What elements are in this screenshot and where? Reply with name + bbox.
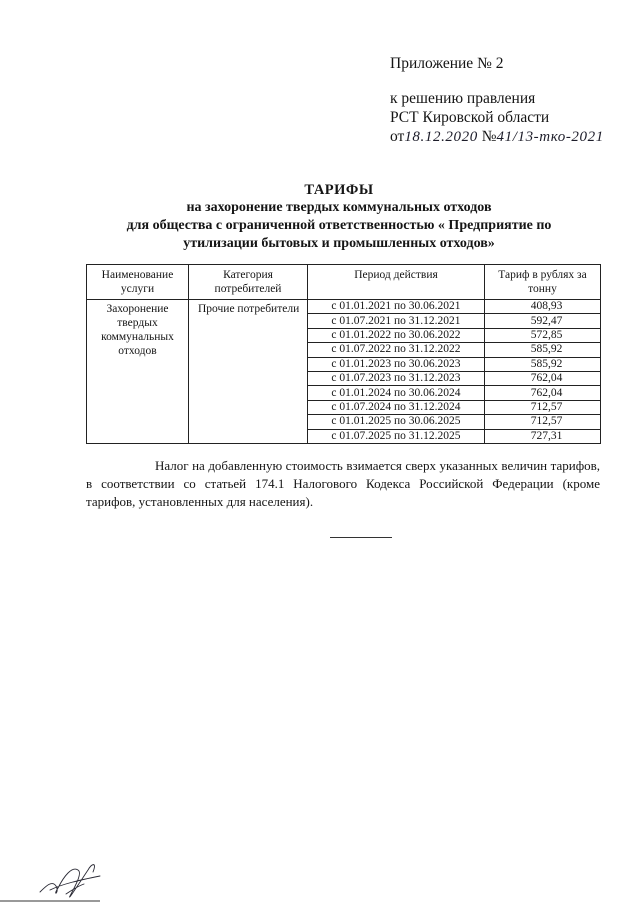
signature-image (0, 850, 120, 905)
tariff-table (86, 264, 601, 444)
title-main: ТАРИФЫ (304, 182, 374, 198)
period-cell: с 01.01.2022 по 30.06.2022 (308, 328, 485, 342)
title-line-3: утилизации бытовых и промышленных отходов» (183, 236, 495, 251)
end-separator-line (330, 537, 392, 538)
period-cell: с 01.07.2022 по 31.12.2022 (308, 343, 485, 357)
decision-line-1: к решению правления (390, 90, 536, 107)
decision-date-number (390, 127, 604, 147)
title-line-1: на захоронение твердых коммунальных отходов (186, 200, 492, 215)
decision-reference (390, 89, 604, 147)
period-cell: с 01.01.2021 по 30.06.2021 (308, 300, 485, 314)
appendix-label: Приложение № 2 (390, 55, 504, 72)
period-cell: с 01.07.2024 по 31.12.2024 (308, 400, 485, 414)
tariff-cell: 762,04 (485, 386, 601, 400)
tariff-cell: 592,47 (485, 314, 601, 328)
decision-date: 18.12.2020 (404, 129, 478, 145)
header-tariff: Тариф в рублях за тонну (485, 265, 601, 300)
tariff-cell: 712,57 (485, 415, 601, 429)
table-row (87, 300, 601, 314)
category-cell: Прочие потребители (189, 300, 308, 444)
title-line-2: для общества с ограниченной ответственностью « Предприятие по (126, 218, 552, 233)
period-cell: с 01.01.2025 по 30.06.2025 (308, 415, 485, 429)
header-service: Наименование услуги (87, 265, 189, 300)
period-cell: с 01.07.2025 по 31.12.2025 (308, 429, 485, 443)
period-cell: с 01.07.2023 по 31.12.2023 (308, 371, 485, 385)
header-category: Категория потребителей (189, 265, 308, 300)
decision-number: 41/13-тко-2021 (496, 129, 604, 145)
tariff-cell: 585,92 (485, 357, 601, 371)
tariff-cell: 572,85 (485, 328, 601, 342)
decision-line-2: РСТ Кировской области (390, 109, 550, 126)
document-title (78, 181, 600, 253)
period-cell: с 01.01.2023 по 30.06.2023 (308, 357, 485, 371)
tariff-cell: 762,04 (485, 371, 601, 385)
number-prefix: № (481, 128, 497, 145)
header-period: Период действия (308, 265, 485, 300)
tariff-cell: 712,57 (485, 400, 601, 414)
period-cell: с 01.07.2021 по 31.12.2021 (308, 314, 485, 328)
period-cell: с 01.01.2024 по 30.06.2024 (308, 386, 485, 400)
tariff-cell: 408,93 (485, 300, 601, 314)
service-cell: Захоронение твердых коммунальных отходов (87, 300, 189, 444)
tariff-cell: 585,92 (485, 343, 601, 357)
table-header-row (87, 265, 601, 300)
vat-note: Налог на добавленную стоимость взимается сверх указанных величин тарифов, в соответствии со статьей 174.1 Налогового Кодекса Российской Федерации (кроме тарифов, установленных для населения). (86, 458, 600, 509)
tariff-cell: 727,31 (485, 429, 601, 443)
from-prefix: от (390, 128, 405, 145)
